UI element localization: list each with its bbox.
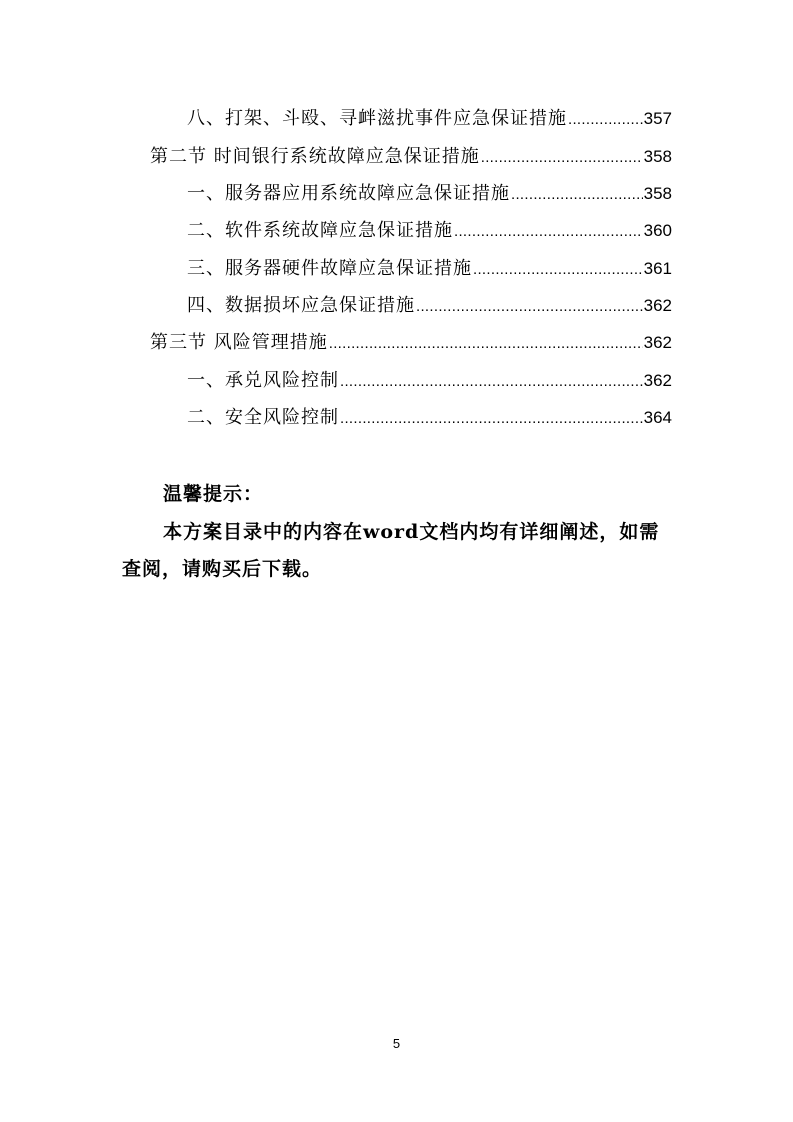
toc-entry[interactable]	[187, 181, 672, 207]
toc-entry[interactable]	[150, 330, 672, 356]
toc-leader-dots	[481, 145, 643, 171]
toc-entry-page: 362	[643, 333, 672, 352]
toc-entry-label: 八、打架、斗殴、寻衅滋扰事件应急保证措施	[187, 108, 567, 129]
toc-leader-dots	[511, 182, 643, 208]
toc-leader-dots	[340, 406, 643, 432]
toc-entry-label: 二、软件系统故障应急保证措施	[187, 220, 453, 241]
toc-entry[interactable]	[150, 144, 672, 170]
toc-entry-page: 357	[643, 109, 672, 128]
toc-entry-page: 362	[643, 296, 672, 315]
notice-title: 温馨提示：	[163, 483, 264, 505]
toc-entry-label: 第二节 时间银行系统故障应急保证措施	[150, 146, 480, 167]
toc-leader-dots	[329, 331, 643, 357]
toc-leader-dots	[416, 294, 643, 320]
toc-entry-label: 二、安全风险控制	[187, 407, 339, 428]
toc-entry[interactable]	[187, 218, 672, 244]
toc-entry-page: 360	[643, 221, 672, 240]
toc-entry-page: 358	[643, 184, 672, 203]
toc-leader-dots	[340, 369, 643, 395]
toc-leader-dots	[454, 219, 643, 245]
toc-entry-page: 362	[643, 371, 672, 390]
toc-entry-page: 358	[643, 147, 672, 166]
toc-entry-label: 一、服务器应用系统故障应急保证措施	[187, 183, 510, 204]
toc-entry[interactable]	[187, 293, 672, 319]
toc-entry[interactable]	[187, 405, 672, 431]
toc-entry-label: 四、数据损坏应急保证措施	[187, 295, 415, 316]
toc-entry-label: 第三节 风险管理措施	[150, 332, 328, 353]
page-number: 5	[392, 1036, 401, 1051]
toc-entry[interactable]	[187, 368, 672, 394]
toc-leader-dots	[568, 107, 643, 133]
toc-entry-label: 一、承兑风险控制	[187, 370, 339, 391]
toc-entry[interactable]	[187, 256, 672, 282]
toc-entry-label: 三、服务器硬件故障应急保证措施	[187, 258, 472, 279]
notice-body: 本方案目录中的内容在word文档内均有详细阐述，如需查阅，请购买后下载。	[122, 521, 660, 580]
toc-entry-page: 364	[643, 408, 672, 427]
toc-entry-page: 361	[643, 259, 672, 278]
toc-leader-dots	[473, 257, 643, 283]
toc-entry[interactable]	[187, 106, 672, 132]
